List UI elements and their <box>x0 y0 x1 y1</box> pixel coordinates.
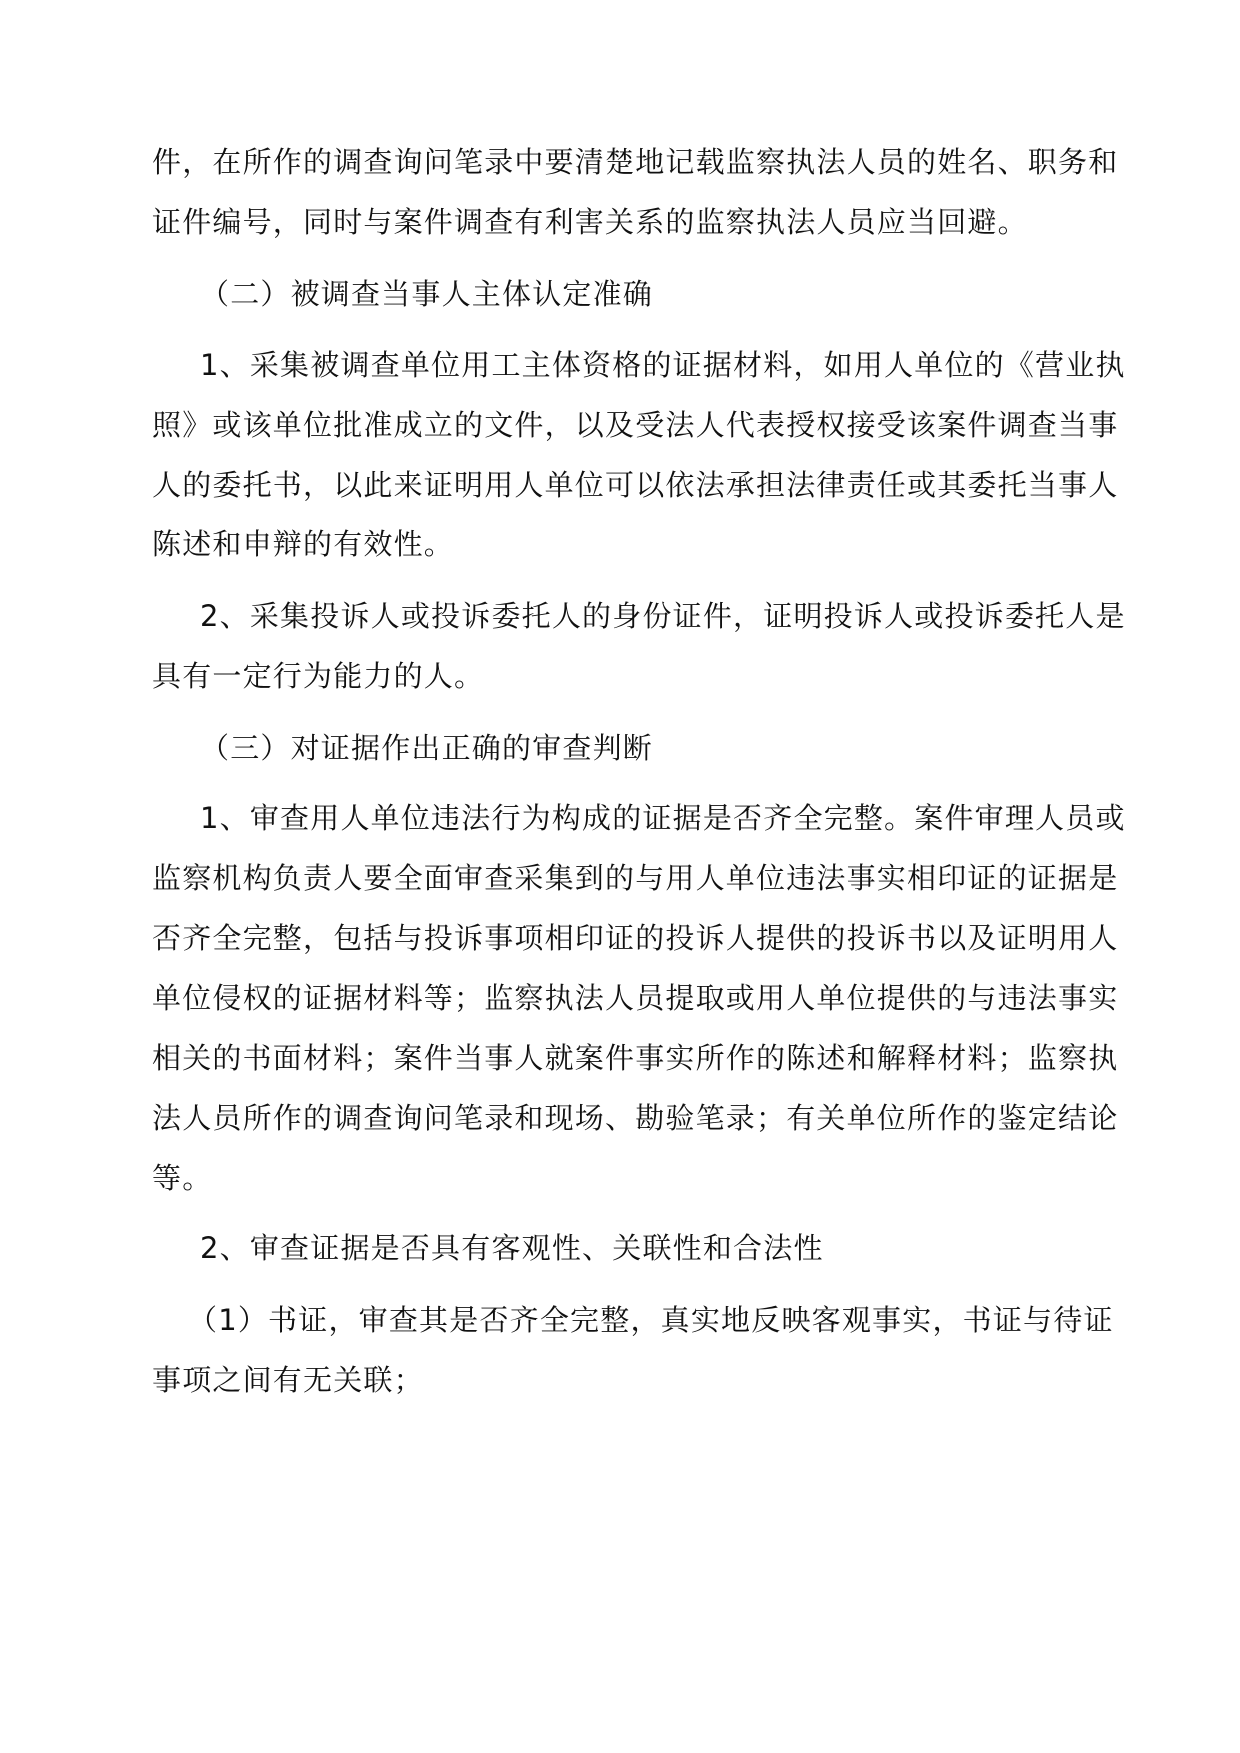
section-heading: （二）被调查当事人主体认定准确 <box>200 277 654 311</box>
section-heading: （三）对证据作出正确的审查判断 <box>200 731 654 765</box>
paragraph-line: 单位侵权的证据材料等；监察执法人员提取或用人单位提供的与违法事实 <box>152 981 1119 1015</box>
paragraph-line: 1、采集被调查单位用工主体资格的证据材料，如用人单位的《营业执 <box>200 348 1126 382</box>
paragraph-line: 件，在所作的调查询问笔录中要清楚地记载监察执法人员的姓名、职务和 <box>152 145 1119 179</box>
paragraph-line: 等。 <box>152 1161 213 1195</box>
paragraph-line: 陈述和申辩的有效性。 <box>152 527 455 561</box>
paragraph-line: 事项之间有无关联； <box>152 1363 424 1397</box>
paragraph-line: 人的委托书，以此来证明用人单位可以依法承担法律责任或其委托当事人 <box>152 468 1119 502</box>
paragraph-line: 1、审查用人单位违法行为构成的证据是否齐全完整。案件审理人员或 <box>200 801 1126 835</box>
paragraph-line: 2、采集投诉人或投诉委托人的身份证件，证明投诉人或投诉委托人是 <box>200 599 1126 633</box>
paragraph-line: 否齐全完整，包括与投诉事项相印证的投诉人提供的投诉书以及证明用人 <box>152 921 1119 955</box>
paragraph-line: 相关的书面材料；案件当事人就案件事实所作的陈述和解释材料；监察执 <box>152 1041 1119 1075</box>
paragraph-line: 监察机构负责人要全面审查采集到的与用人单位违法事实相印证的证据是 <box>152 861 1119 895</box>
subsection-heading: 2、审查证据是否具有客观性、关联性和合法性 <box>200 1231 824 1265</box>
paragraph-line: （1）书证，审查其是否齐全完整，真实地反映客观事实，书证与待证 <box>188 1303 1114 1337</box>
paragraph-line: 具有一定行为能力的人。 <box>152 659 485 693</box>
paragraph-line: 照》或该单位批准成立的文件，以及受法人代表授权接受该案件调查当事 <box>152 408 1119 442</box>
paragraph-line: 证件编号，同时与案件调查有利害关系的监察执法人员应当回避。 <box>152 205 1028 239</box>
paragraph-line: 法人员所作的调查询问笔录和现场、勘验笔录；有关单位所作的鉴定结论 <box>152 1101 1119 1135</box>
